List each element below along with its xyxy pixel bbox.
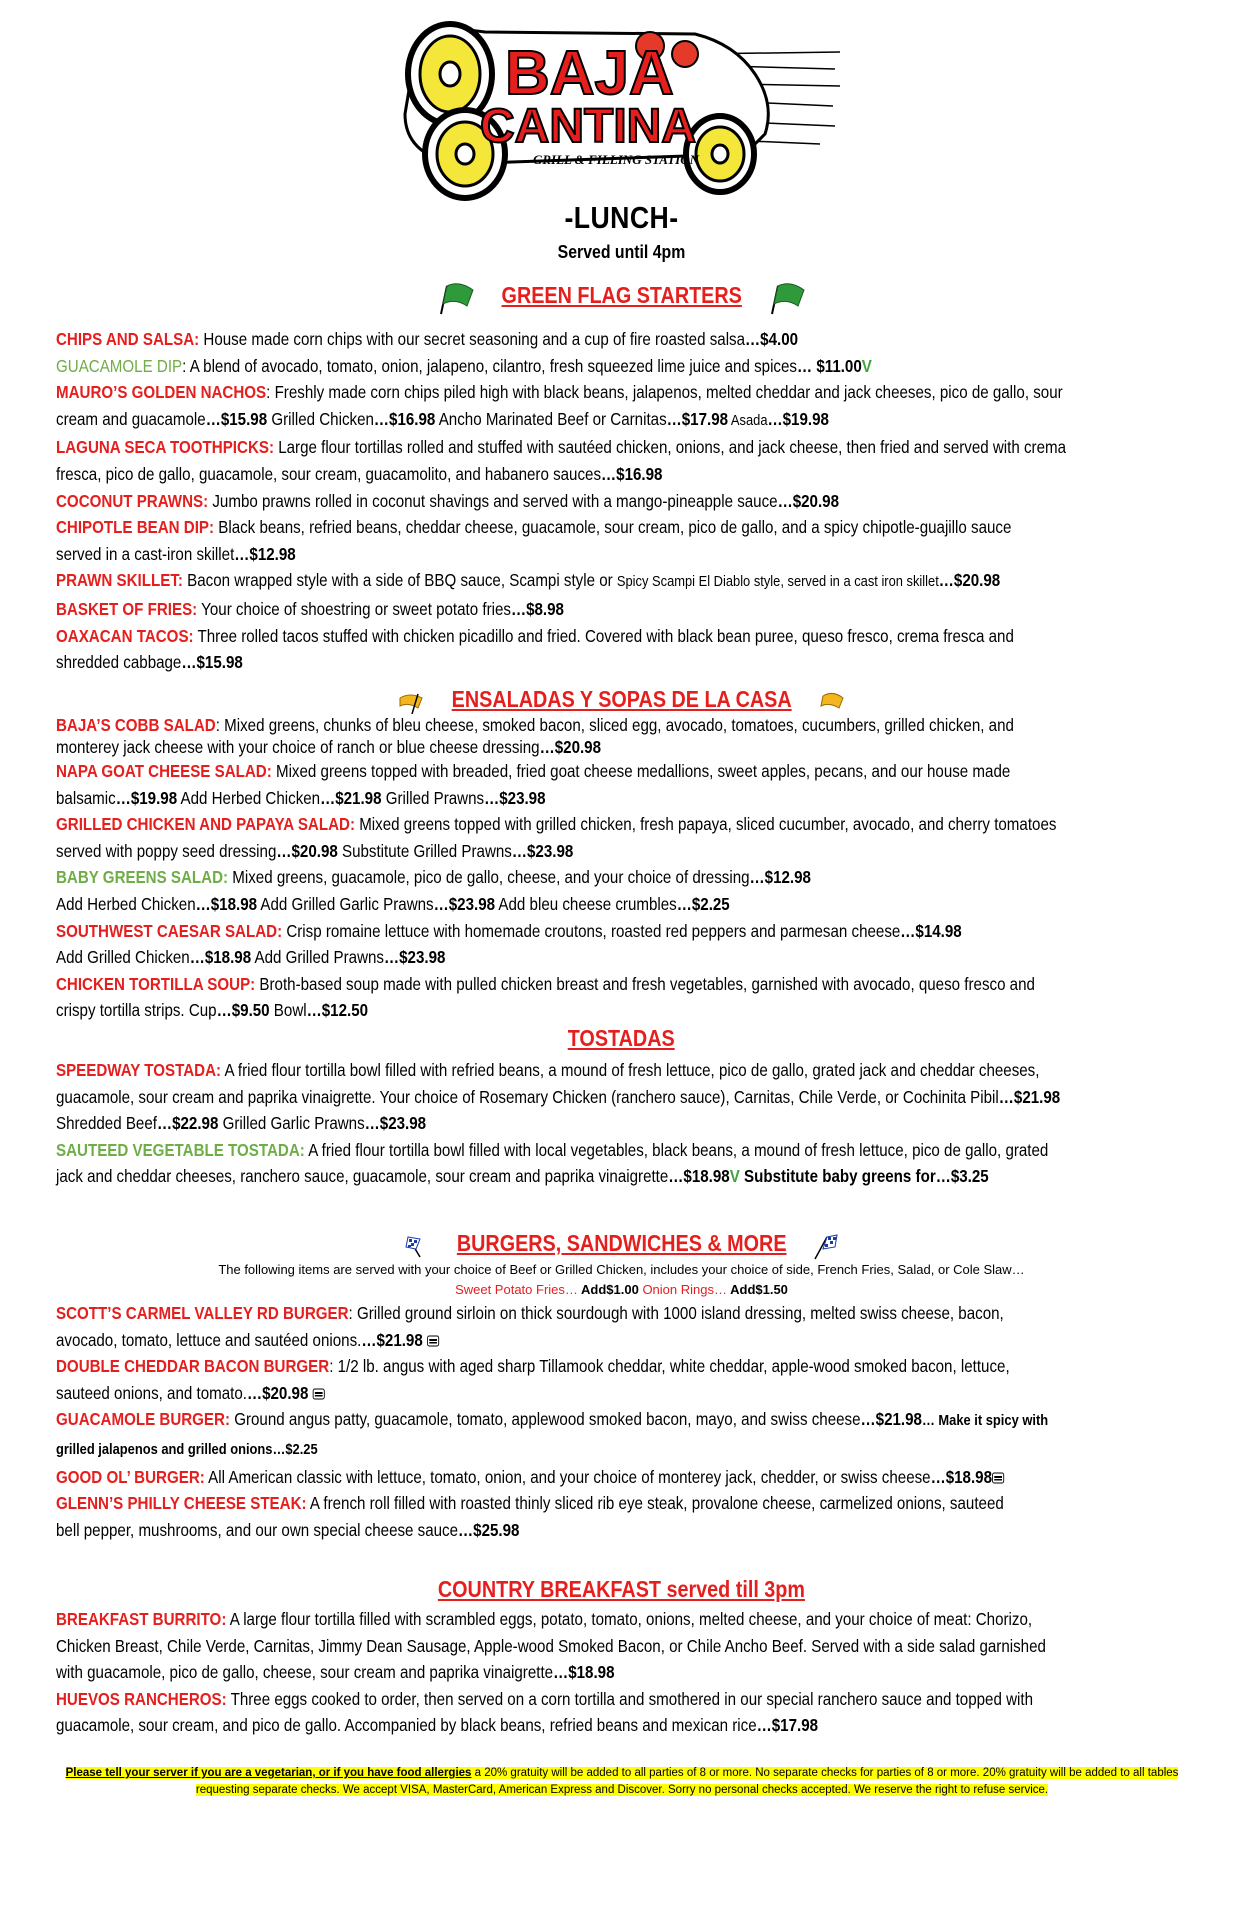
vegetarian-icon: V (861, 355, 872, 376)
green-flag-icon (437, 282, 477, 316)
svg-text:CANTINA: CANTINA (480, 100, 696, 153)
list-item: BAJA’S COBB SALAD: Mixed greens, chunks of bleu cheese, smoked bacon, sliced egg, avocado, tomatoes, cucumbers, grilled chicken, and monterey jack cheese with your choice of ranch or blue cheese dressing…$20.98 (56, 715, 1014, 757)
yellow-flag-icon (819, 692, 845, 714)
section-title-tostadas: TOSTADAS (568, 1025, 675, 1051)
section-header-salads (0, 686, 1243, 714)
section-title-salads: ENSALADAS Y SOPAS DE LA CASA (451, 686, 792, 712)
yellow-flag-icon (398, 692, 424, 714)
page-subtitle: Served until 4pm (557, 242, 686, 262)
list-item: HUEVOS RANCHEROS: Three eggs cooked to order, then served on a corn tortilla and smothered in our special ranchero sauce and topped with guacamole, sour cream, and pico de gallo. Accompanied by black beans, refried beans and mexican rice…$17.98 (56, 1688, 1034, 1736)
tostadas-list (56, 1057, 1178, 1190)
list-item: CHIPS AND SALSA: House made corn chips with our secret seasoning and a cup of fire roasted salsa…$4.00 (56, 329, 799, 349)
section-header-tostadas (0, 1025, 1243, 1052)
section-header-breakfast (0, 1576, 1243, 1603)
svg-text:BAJA: BAJA (505, 39, 674, 108)
list-item: GLENN’S PHILLY CHEESE STEAK: A french roll filled with roasted thinly sliced rib eye steak, provalone cheese, carmelized onions, sauteed bell pepper, mushrooms, and our own special cheese sauce…$25.98 (56, 1493, 1004, 1540)
breakfast-list (56, 1606, 1178, 1739)
page-title: -LUNCH- (564, 200, 679, 235)
checkered-flag-icon (404, 1235, 426, 1259)
policy-text: a 20% gratuity will be added to all parties of 8 or more. No separate checks for parties of 8 or more. 20% gratuity will be added to all tables requesting separate checks. We accept VISA, MasterCard, American Express and Discover. Sorry no personal checks accepted. We reserve the right to refuse service. (195, 1767, 1179, 1796)
green-flag-icon (766, 282, 806, 316)
footer-policy (60, 1765, 1184, 1799)
list-item: GOOD OL’ BURGER: All American classic with lettuce, tomato, onion, and your choice of monterey jack, chedder, or swiss cheese…$18.98 (56, 1464, 1174, 1491)
list-item: DOUBLE CHEDDAR BACON BURGER: 1/2 lb. angus with aged sharp Tillamook cheddar, white cheddar, apple-wood smoked bacon, lettuce, sauteed onions, and tomato.…$20.98 (56, 1356, 1010, 1403)
list-item: BREAKFAST BURRITO: A large flour tortilla filled with scrambled eggs, potato, tomato, onions, melted cheese, and your choice of meat: Chorizo, Chicken Breast, Chile Verde, Carnitas, Jimmy Dean Sausage, Apple-wood Smoked Bacon, or Chile Ancho Beef. Served with a side salad garnished with guacamole, pico de gallo, cheese, sour cream and paprika vinaigrette…$18.98 (56, 1609, 1046, 1683)
list-item: OAXACAN TACOS: Three rolled tacos stuffed with chicken picadillo and fried. Covered with black bean puree, queso fresco, crema fresca and shredded cabbage…$15.98 (56, 625, 1014, 673)
list-item: COCONUT PRAWNS: Jumbo prawns rolled in coconut shavings and served with a mango-pineapple sauce…$20.98 (56, 490, 839, 511)
list-item: PRAWN SKILLET: Bacon wrapped style with a side of BBQ sauce, Scampi style or Spicy Scampi El Diablo style, served in a cast iron skillet…$20.98 (56, 570, 1001, 591)
burgers-note: The following items are served with your choice of Beef or Grilled Chicken, includes your choice of side, French Fries, Salad, or Cole Slaw… (218, 1262, 1025, 1277)
section-title-breakfast: COUNTRY BREAKFAST served till 3pm (437, 1576, 806, 1602)
burger-icon (992, 1471, 1005, 1485)
section-title-burgers: BURGERS, SANDWICHES & MORE (456, 1230, 787, 1256)
allergy-warning: Please tell your server if you are a vegetarian, or if you have food allergies (65, 1767, 472, 1779)
svg-text:GRILL & FILLING STATION: GRILL & FILLING STATION (533, 152, 700, 167)
salads-list (56, 714, 1178, 1024)
list-item: GUACAMOLE DIP: A blend of avocado, tomato, onion, jalapeno, cilantro, fresh squeezed lime juice and spices… $11.00V (56, 355, 872, 376)
list-item: CHIPOTLE BEAN DIP: Black beans, refried beans, cheddar cheese, guacamole, sour cream, pico de gallo, and a spicy chipotle-guajillo sauce served in a cast-iron skillet…$12.98 (56, 517, 1012, 564)
burgers-sides-note: Sweet Potato Fries… Add$1.00 Onion Rings… Add$1.50 (455, 1282, 788, 1297)
list-item: CHICKEN TORTILLA SOUP: Broth-based soup made with pulled chicken breast and fresh vegetables, garnished with avocado, queso fresco and crispy tortilla strips. Cup…$9.50 Bowl…$12.50 (56, 973, 1035, 1021)
section-header-starters (0, 282, 1243, 316)
list-item: LAGUNA SECA TOOTHPICKS: Large flour tortillas rolled and stuffed with sautéed chicken, onions, and jack cheese, then fried and served with crema fresca, pico de gallo, guacamole, sour cream, guacamolito, and habanero sauces…$16.98 (56, 437, 1067, 484)
list-item: NAPA GOAT CHEESE SALAD: Mixed greens topped with breaded, fried goat cheese medallions, sweet apples, pecans, and our house made balsamic…$19.98 Add Herbed Chicken…$21.98 Grilled Prawns…$23.98 (56, 761, 1011, 808)
list-item: SPEEDWAY TOSTADA: A fried flour tortilla bowl filled with refried beans, a mound of fresh lettuce, pico de gallo, grated jack and cheddar cheeses, guacamole, sour cream and paprika vinaigrette. Your choice of Rosemary Chicken (ranchero sauce), Carnitas, Chile Verde, or Cochinita Pibil…$21.98 Shredded Beef…$22.98 Grilled Garlic Prawns…$23.98 (56, 1060, 1061, 1134)
list-item: SOUTHWEST CAESAR SALAD: Crisp romaine lettuce with homemade croutons, roasted red peppers and parmesan cheese…$14.98 Add Grilled Chicken…$18.98 Add Grilled Prawns…$23.98 (56, 920, 962, 968)
list-item: GRILLED CHICKEN AND PAPAYA SALAD: Mixed greens topped with grilled chicken, fresh papaya, sliced cucumber, avocado, and cherry tomatoes served with poppy seed dressing…$20.98 Substitute Grilled Prawns…$23.98 (56, 814, 1057, 861)
list-item: BASKET OF FRIES: Your choice of shoestring or sweet potato fries…$8.98 (56, 598, 564, 619)
section-title-starters: GREEN FLAG STARTERS (501, 282, 742, 309)
list-item: SCOTT’S CARMEL VALLEY RD BURGER: Grilled ground sirloin on thick sourdough with 1000 island dressing, melted swiss cheese, bacon, avocado, tomato, lettuce and sautéed onions.…$21.98 (56, 1303, 1004, 1350)
burger-icon (427, 1334, 440, 1348)
vegetarian-icon: V (729, 1166, 740, 1187)
baja-cantina-logo (395, 14, 845, 204)
burgers-list (56, 1300, 1178, 1543)
list-item: MAURO’S GOLDEN NACHOS: Freshly made corn chips piled high with black beans, jalapenos, melted cheddar and jack cheeses, pico de gallo, sour cream and guacamole…$15.98 Grilled Chicken…$16.98 Ancho Marinated Beef or Carnitas…$17.98 Asada…$19.98 (56, 382, 1063, 429)
starters-list (56, 326, 1178, 676)
list-item: SAUTEED VEGETABLE TOSTADA: A fried flour tortilla bowl filled with local vegetables, black beans, a mound of fresh lettuce, pico de gallo, grated jack and cheddar cheeses, ranchero sauce, guacamole, sour cream and paprika vinaigrette…$18.98V Substitute baby greens for…$3.25 (56, 1139, 1049, 1187)
list-item: BABY GREENS SALAD: Mixed greens, guacamole, pico de gallo, cheese, and your choice of dressing…$12.98 Add Herbed Chicken…$18.98 Add Grilled Garlic Prawns…$23.98 Add bleu cheese crumbles…$2.25 (56, 867, 811, 914)
list-item: GUACAMOLE BURGER: Ground angus patty, guacamole, tomato, applewood smoked bacon, mayo, and swiss cheese…$21.98… Make it spicy with grilled jalapenos and grilled onions…$2.25 (56, 1409, 1049, 1458)
checkered-flag-icon (813, 1233, 839, 1261)
section-header-burgers (0, 1230, 1243, 1261)
burger-icon (313, 1387, 326, 1401)
